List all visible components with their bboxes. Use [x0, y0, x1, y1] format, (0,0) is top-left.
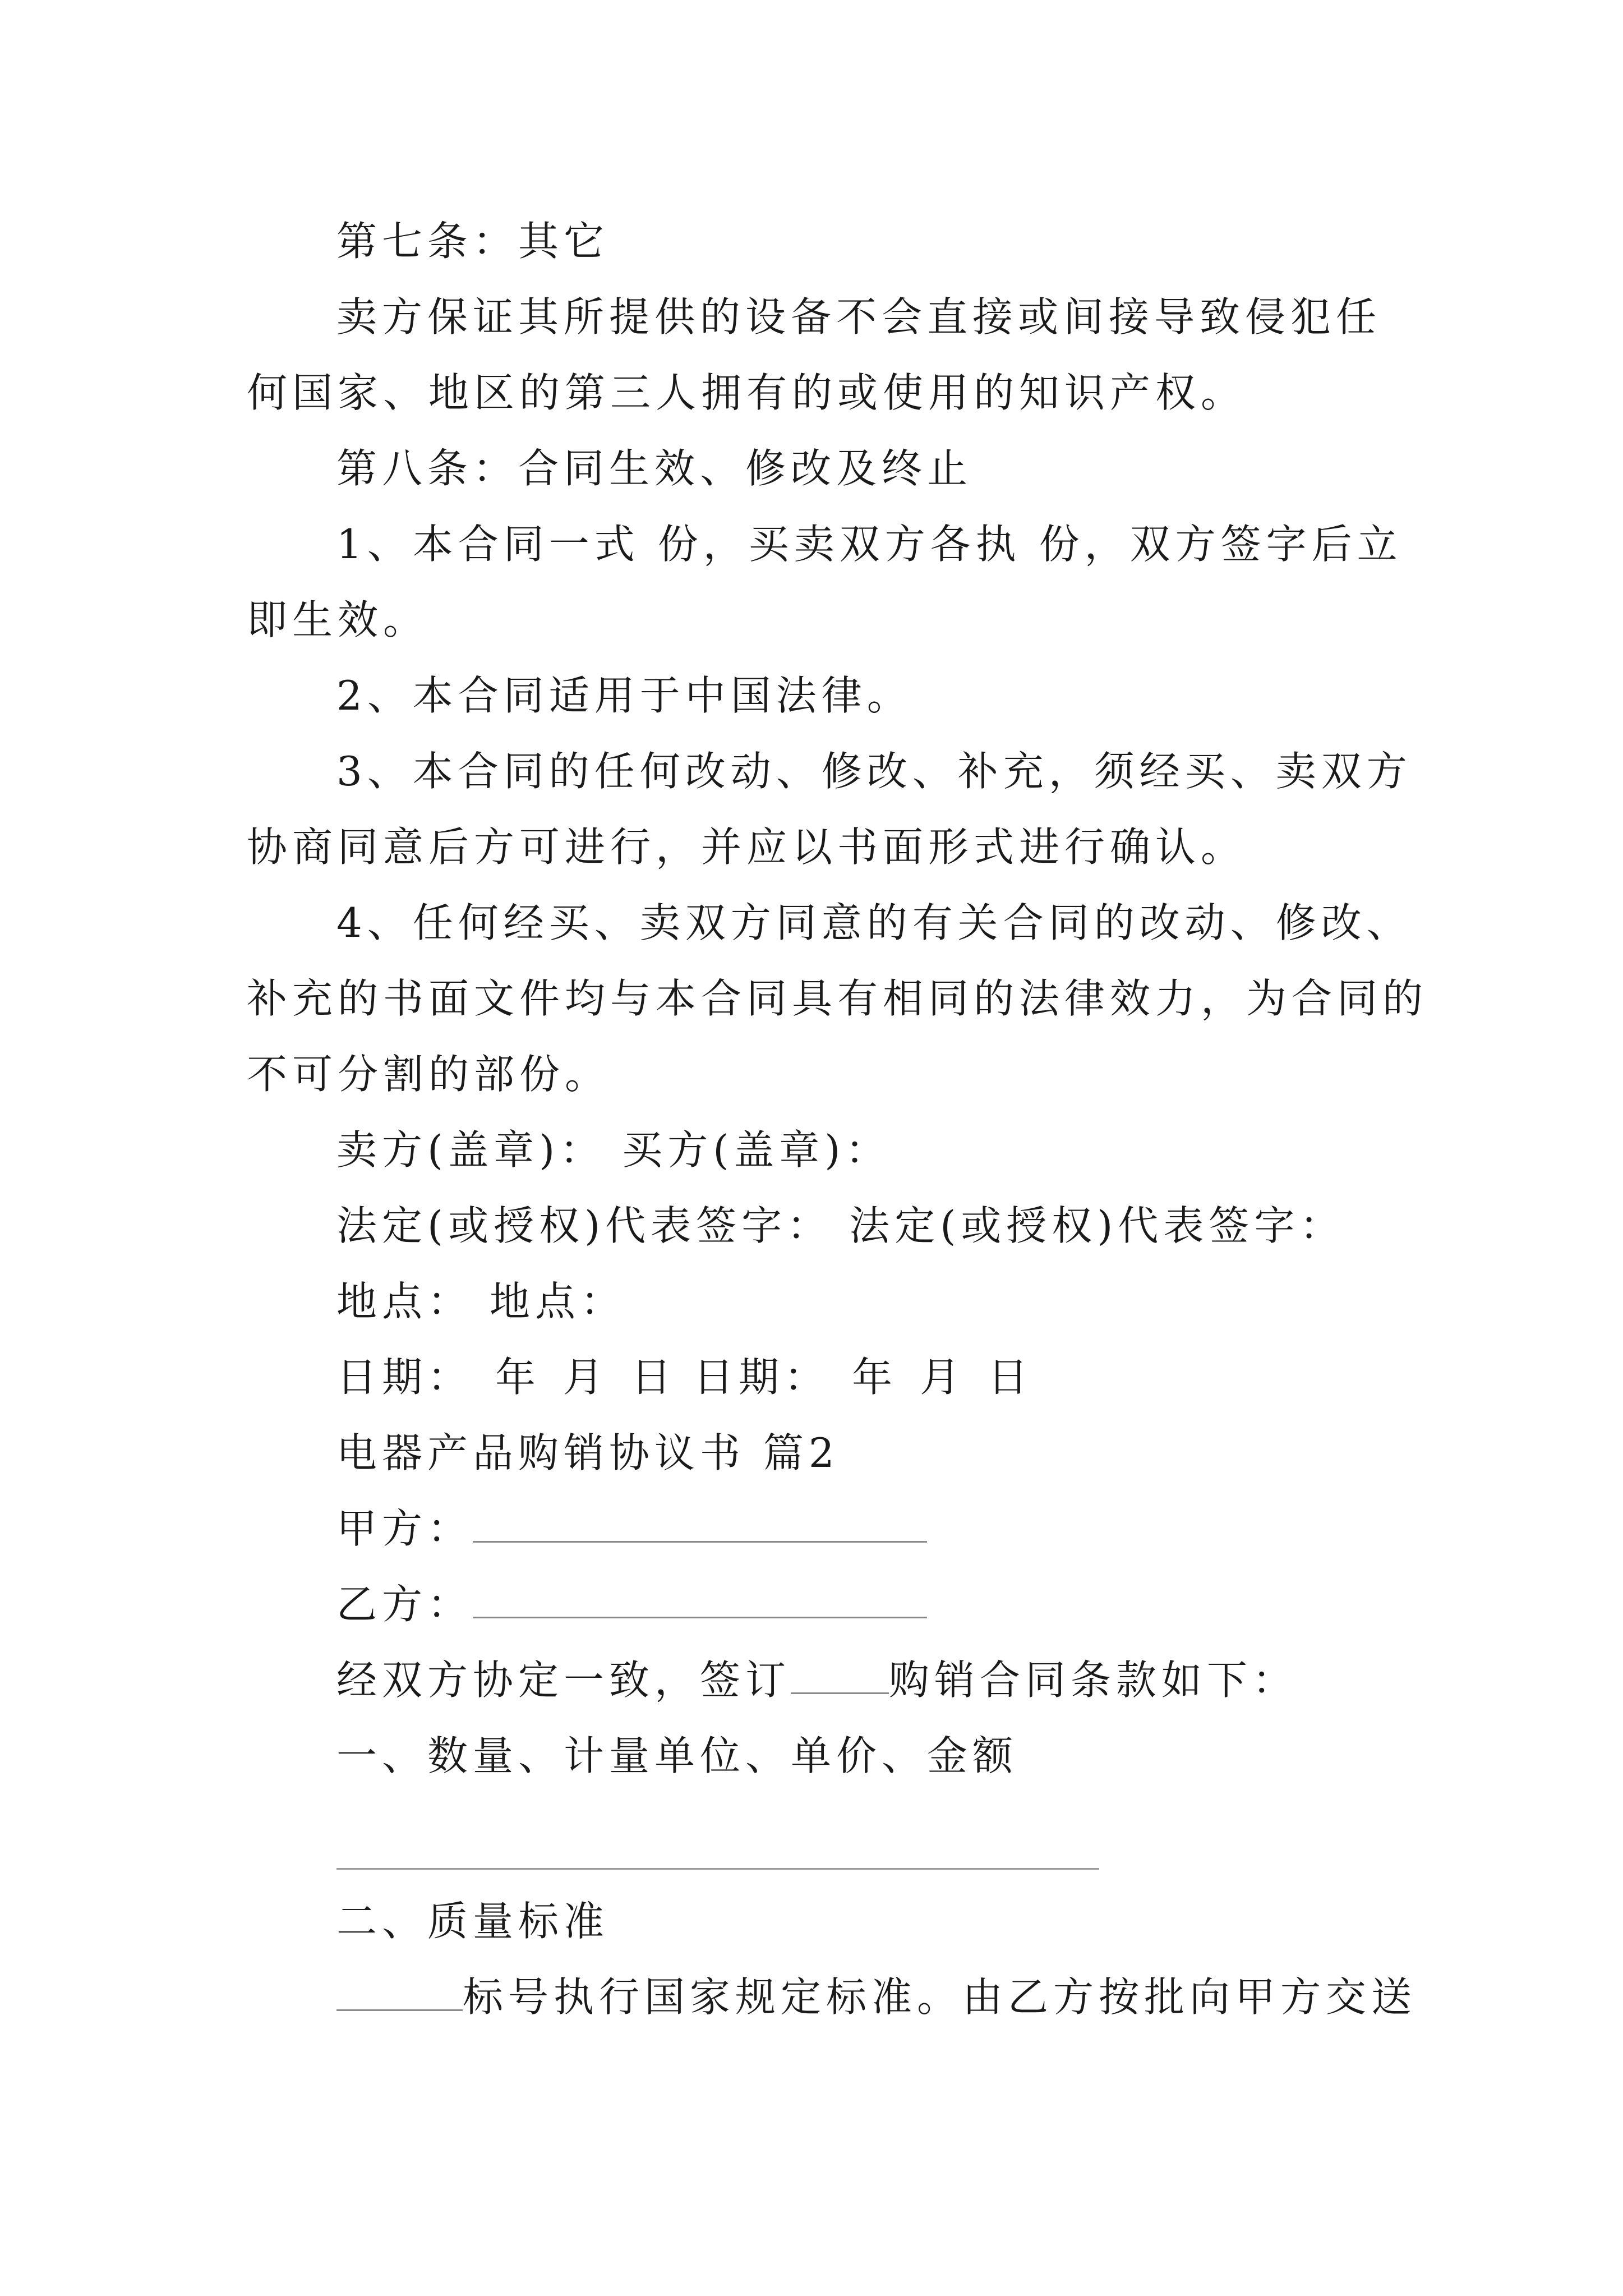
fill-in-rule — [336, 1868, 1099, 1870]
clause-3-line: 协商同意后方可进行，并应以书面形式进行确认。 — [247, 823, 1247, 871]
paragraph-line: 何国家、地区的第三人拥有的或使用的知识产权。 — [247, 369, 1247, 416]
seller-year: 年 — [495, 1354, 541, 1401]
clause-4-line: 不可分割的部份。 — [247, 1051, 611, 1098]
item-1-heading: 一、数量、计量单位、单价、金额 — [336, 1732, 1018, 1779]
standard-text: 标号执行国家规定标准。由乙方按批向甲方交送 — [463, 1973, 1417, 2021]
contract-type-blank — [791, 1657, 889, 1694]
party-a-blank — [473, 1505, 927, 1543]
buyer-seal-label: 买方(盖章)： — [622, 1126, 891, 1174]
buyer-year: 年 — [852, 1354, 898, 1401]
party-a-line — [336, 1503, 927, 1554]
item-2-heading: 二、质量标准 — [336, 1898, 610, 1945]
seller-rep-label: 法定(或授权)代表签字： — [336, 1202, 833, 1249]
section-title: 电器产品购销协议书 篇2 — [336, 1429, 840, 1476]
clause-1-line: 即生效。 — [247, 596, 429, 643]
clause-3-line: 3、本合同的任何改动、修改、补充，须经买、卖双方 — [336, 748, 1412, 795]
clause-4-line: 4、任何经买、卖双方同意的有关合同的改动、修改、 — [336, 899, 1412, 946]
seller-date-label: 日期： — [336, 1354, 473, 1401]
seller-day: 日 — [631, 1354, 677, 1401]
clause-4-line: 补充的书面文件均与本合同具有相同的法律效力，为合同的 — [247, 975, 1428, 1022]
representative-line — [336, 1200, 1345, 1251]
paragraph-line: 卖方保证其所提供的设备不会直接或间接导致侵犯任 — [336, 293, 1382, 341]
seller-month: 月 — [563, 1354, 609, 1401]
agreement-prefix: 经双方协定一致，签订 — [336, 1657, 791, 1704]
seller-seal-label: 卖方(盖章)： — [336, 1126, 606, 1174]
party-b-blank — [473, 1581, 927, 1618]
standard-blank — [336, 1973, 463, 2011]
seal-line — [336, 1125, 891, 1175]
clause-1-line: 1、本合同一式 份，买卖双方各执 份，双方签字后立 — [336, 521, 1403, 568]
buyer-month: 月 — [920, 1354, 966, 1401]
party-a-label: 甲方： — [336, 1505, 473, 1552]
agreement-suffix: 购销合同条款如下： — [889, 1657, 1298, 1704]
party-b-line — [336, 1579, 927, 1630]
buyer-rep-label: 法定(或授权)代表签字： — [849, 1202, 1345, 1249]
agreement-line — [336, 1655, 1298, 1705]
clause-2-line: 2、本合同适用于中国法律。 — [336, 672, 912, 719]
buyer-day: 日 — [988, 1354, 1034, 1401]
article-7-heading: 第七条：其它 — [336, 218, 610, 265]
article-8-heading: 第八条：合同生效、修改及终止 — [336, 445, 973, 492]
party-b-label: 乙方： — [336, 1581, 473, 1628]
buyer-place-label: 地点： — [490, 1278, 626, 1325]
buyer-date-label: 日期： — [693, 1354, 830, 1401]
date-line — [336, 1352, 1033, 1402]
place-line — [336, 1276, 626, 1327]
seller-place-label: 地点： — [336, 1278, 473, 1325]
standard-line — [336, 1972, 1417, 2022]
